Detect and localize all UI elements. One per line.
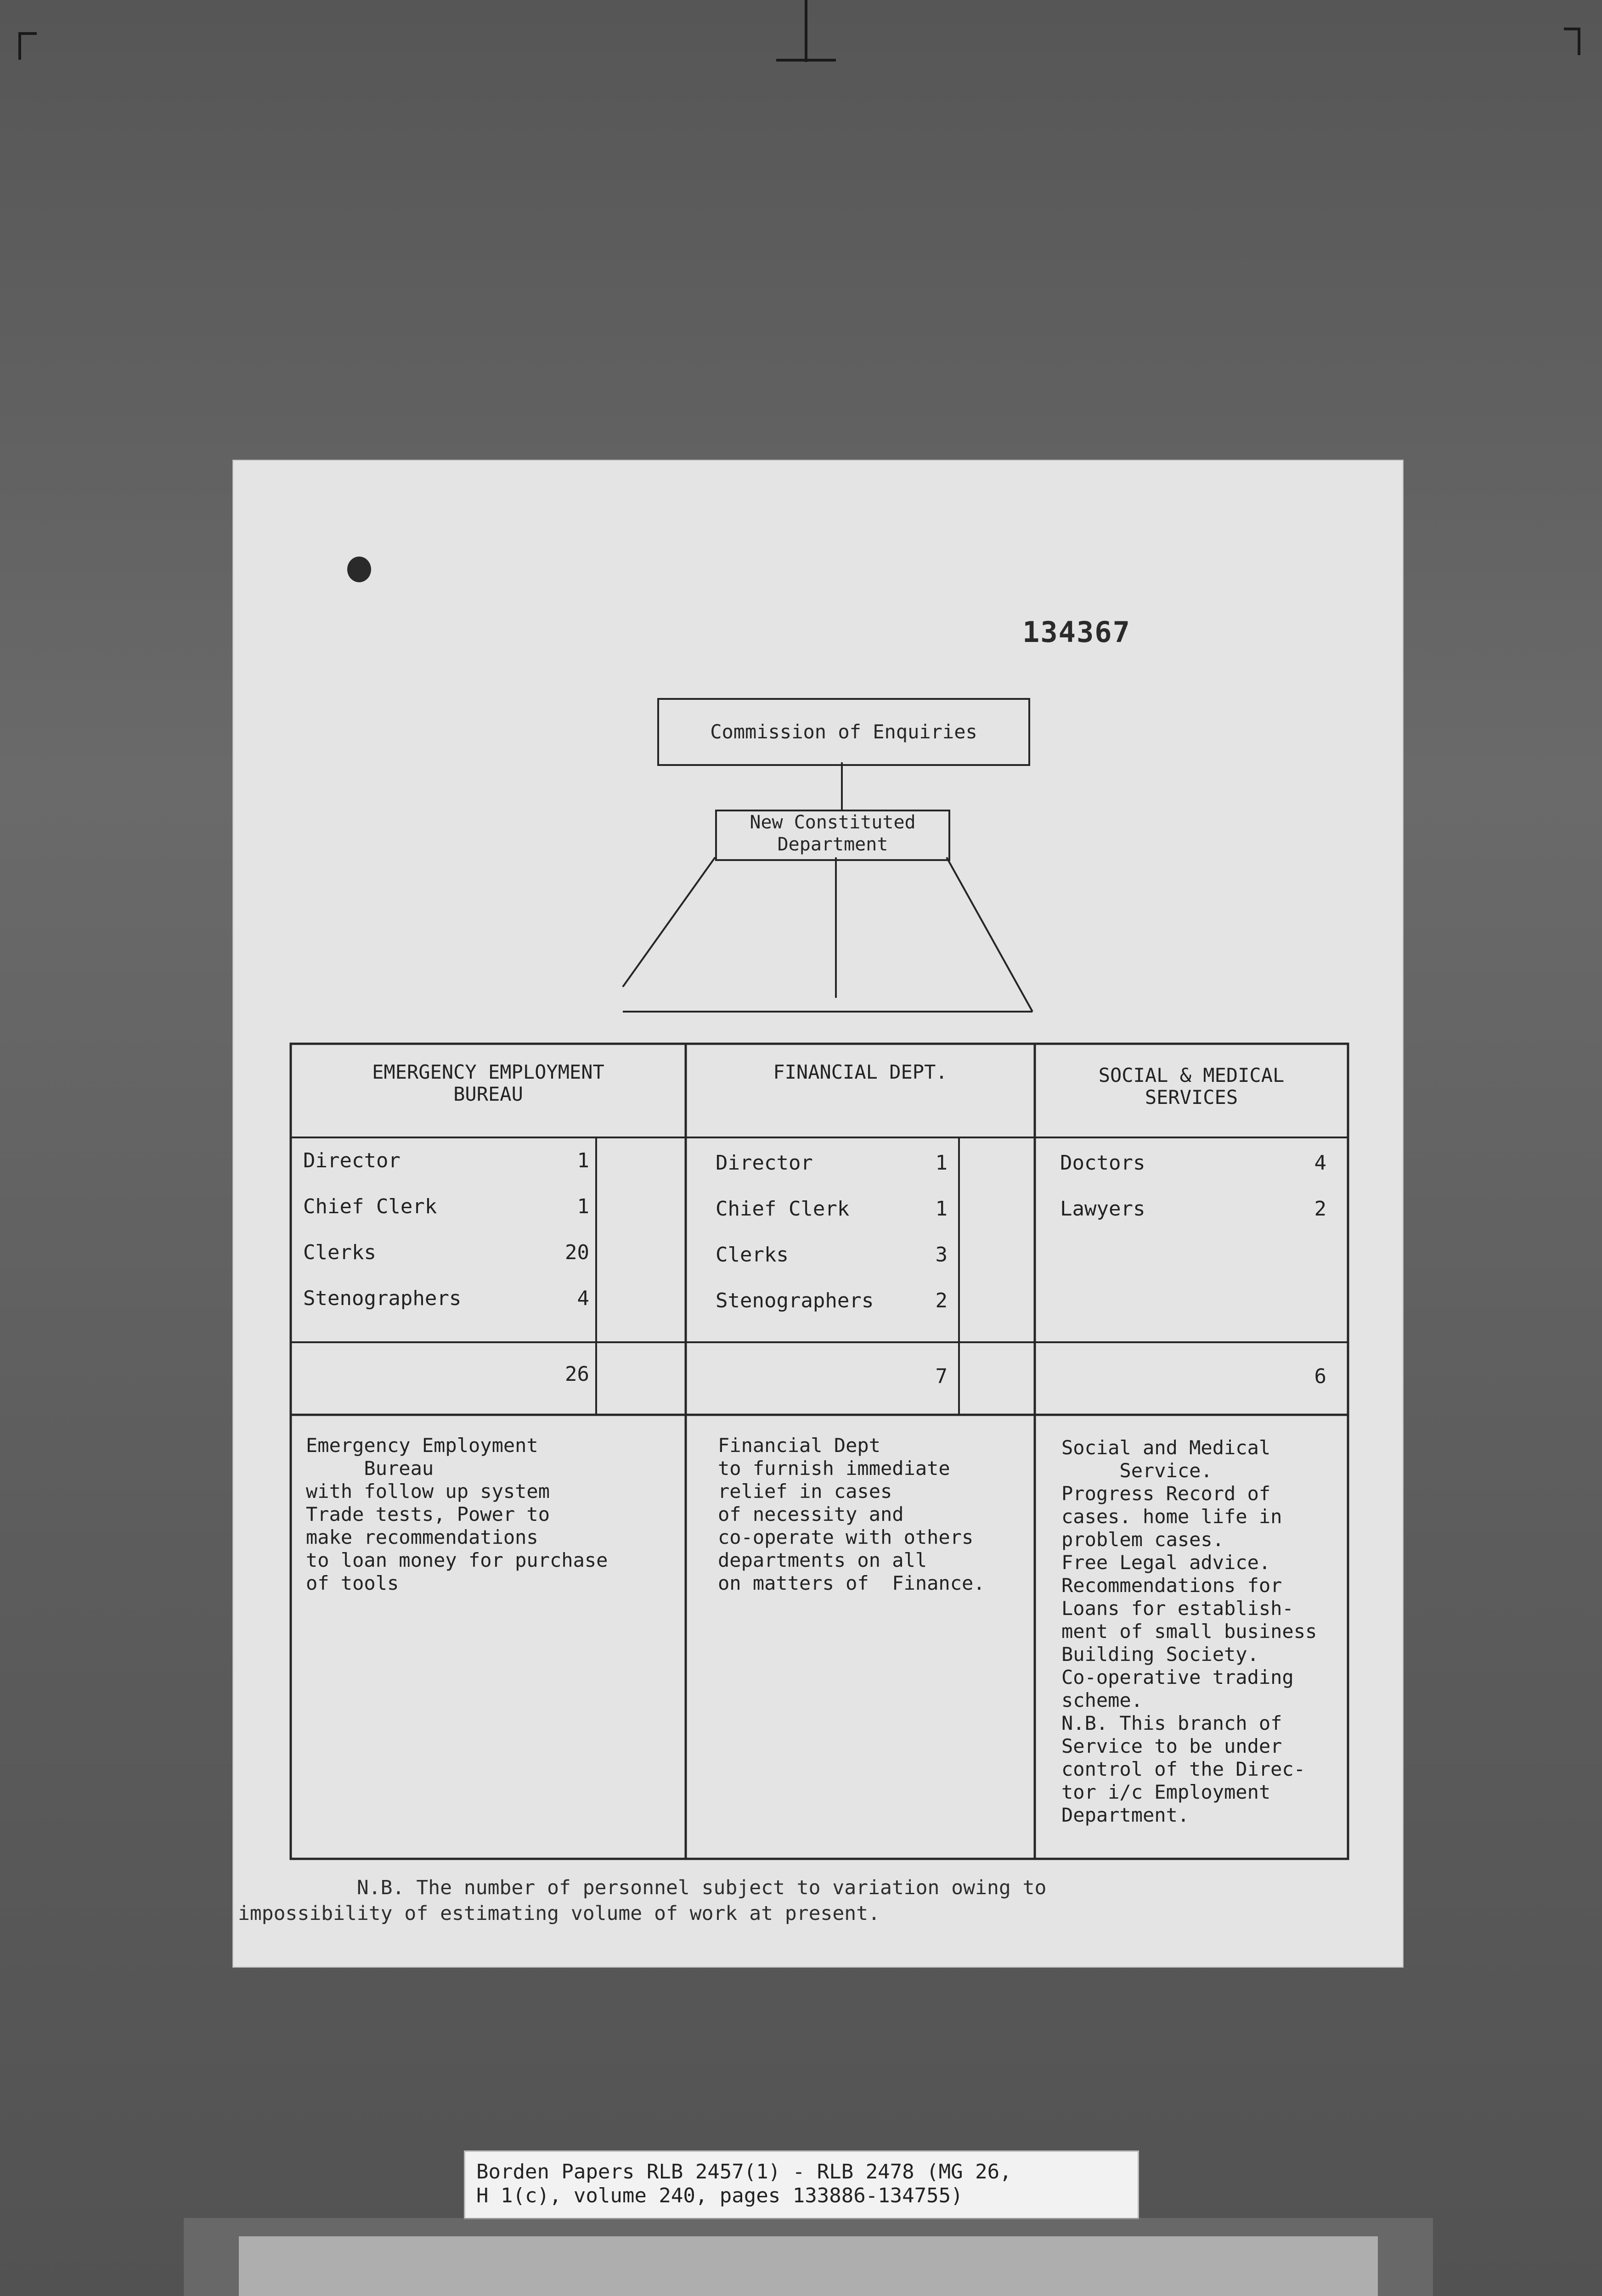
staff-role: Director: [716, 1151, 813, 1175]
org-chart-middle-label-1: New Constituted: [750, 812, 916, 833]
corner-mark-top-right: [1578, 28, 1580, 55]
staff-count: 1: [577, 1195, 589, 1218]
column-total: 7: [935, 1365, 948, 1388]
staff-count: 2: [935, 1289, 948, 1312]
source-citation-label: [464, 2150, 1139, 2219]
staff-role: Chief Clerk: [303, 1195, 437, 1218]
page-number: 134367: [1022, 615, 1131, 649]
staff-count: 1: [935, 1151, 948, 1175]
staff-role: Doctors: [1060, 1151, 1145, 1175]
footnote: N.B. The number of personnel subject to variation owing to impossibility of estimating volume of work at present.: [238, 1876, 1047, 1925]
description-emergency: Emergency Employment Bureau with follow up system Trade tests, Power to make recommendations to loan money for purchase of tools: [306, 1434, 608, 1594]
staff-role: Chief Clerk: [716, 1197, 850, 1221]
column-header-financial: [690, 1061, 1030, 1083]
staff-count: 1: [577, 1149, 589, 1172]
registration-mark-horizontal: [776, 59, 836, 62]
column-header-financial-line1: FINANCIAL DEPT.: [773, 1061, 948, 1083]
archives-stamp-card: [239, 2236, 1378, 2296]
staff-role: Lawyers: [1060, 1197, 1145, 1221]
staff-role: Director: [303, 1149, 400, 1172]
corner-mark-top-left: [18, 32, 21, 60]
staff-count: 3: [935, 1243, 948, 1266]
staff-role: Stenographers: [716, 1289, 874, 1312]
org-chart-middle-label-2: Department: [777, 834, 888, 855]
document-page: [233, 461, 1403, 1967]
column-total: 6: [1314, 1365, 1326, 1388]
column-header-social: [1039, 1064, 1343, 1109]
staff-role: Stenographers: [303, 1287, 462, 1310]
registration-mark-vertical: [805, 0, 807, 62]
staff-count: 2: [1314, 1197, 1326, 1221]
staff-count: 4: [577, 1287, 589, 1310]
staff-role: Clerks: [716, 1243, 789, 1266]
staff-role: Clerks: [303, 1241, 376, 1264]
column-header-emergency: [295, 1061, 681, 1105]
description-financial: Financial Dept to furnish immediate relief in cases of necessity and co-operate with others departments on all on matters of Finance.: [718, 1434, 985, 1594]
column-header-emergency-line1: EMERGENCY EMPLOYMENT: [372, 1061, 604, 1083]
staff-count: 20: [565, 1241, 589, 1264]
corner-mark-top-right-h: [1564, 28, 1580, 30]
corner-mark-top-left-h: [18, 32, 37, 35]
description-social: Social and Medical Service. Progress Record of cases. home life in problem cases. Free Legal advice. Recommendations for Loans for establish- ment of small business Building Society. Co-operative trading scheme. N.B. This branch of Service to be under control of the Direc- tor i/c Employment Department.: [1061, 1436, 1317, 1826]
staff-count: 1: [935, 1197, 948, 1221]
source-citation-text: Borden Papers RLB 2457(1) - RLB 2478 (MG 26, H 1(c), volume 240, pages 133886-134755): [476, 2160, 1012, 2207]
column-total: 26: [565, 1362, 589, 1386]
staff-count: 4: [1314, 1151, 1326, 1175]
column-header-emergency-line2: BUREAU: [453, 1083, 523, 1105]
column-header-social-line1: SOCIAL & MEDICAL: [1098, 1064, 1285, 1086]
column-header-social-line2: SERVICES: [1145, 1086, 1238, 1109]
org-chart-top-label: Commission of Enquiries: [710, 720, 977, 743]
stamp-card-frame: [184, 2218, 1433, 2296]
